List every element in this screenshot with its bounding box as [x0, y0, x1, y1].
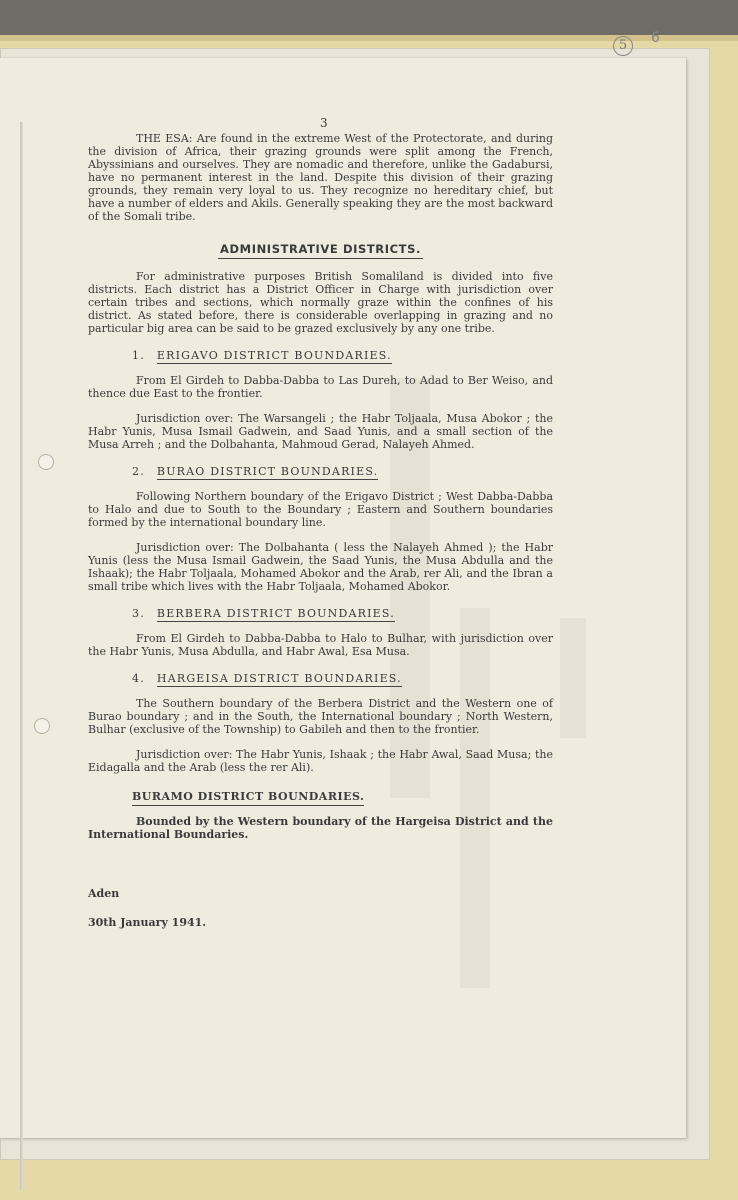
district-heading	[132, 607, 553, 620]
signature-place: Aden	[88, 887, 120, 900]
district-heading	[132, 349, 553, 362]
folio-stamp: 5	[613, 36, 633, 56]
admin-heading	[88, 243, 553, 256]
district-heading	[132, 465, 553, 478]
document-page	[0, 58, 686, 1138]
admin-intro: For administrative purposes British Somaliland is divided into five districts. Each district has a District Officer in Charge with jurisdiction over certain tribes and sections, which normally graze within the confines of his district. As stated before, there is considerable overlapping in grazing and no particular big area can be said to be grazed exclusively by any one tribe.	[88, 270, 553, 335]
district-boundary: The Southern boundary of the Berbera District and the Western one of Burao boundary ; and in the South, the International boundary ; North Western, Bulhar (exclusive of the Township) to Gabileh and then to the frontier.	[88, 697, 553, 736]
district-title: BERBERA DISTRICT BOUNDARIES.	[156, 607, 395, 620]
bleed-through-mark	[560, 618, 586, 738]
district-jurisdiction: Jurisdiction over: The Habr Yunis, Ishaak ; the Habr Awal, Saad Musa; the Eidagalla and the Arab (less the rer Ali).	[88, 748, 553, 774]
district-heading	[132, 672, 553, 685]
district-boundary: From El Girdeh to Dabba-Dabba to Halo to Bulhar, with jurisdiction over the Habr Yunis, Musa Abdulla, and Habr Awal, Esa Musa.	[88, 632, 553, 658]
district-title: HARGEISA DISTRICT BOUNDARIES.	[156, 672, 402, 685]
district-title: ERIGAVO DISTRICT BOUNDARIES.	[156, 349, 392, 362]
district-jurisdiction: Jurisdiction over: The Dolbahanta ( less the Nalayeh Ahmed ); the Habr Yunis (less the Musa Ismail Gadwein, the Saad Yunis, the Musa Abdulla and the Ishaak); the Habr Toljaala, Mohamed Abokor and the Arab, rer Ali, and the Ibran a small tribe which lives with the Habr Toljaala, Mohamed Abokor.	[88, 541, 553, 593]
page-number: 3	[320, 116, 328, 130]
district-number: 2.	[132, 465, 145, 478]
district-title: BURAO DISTRICT BOUNDARIES.	[156, 465, 379, 478]
buramo-title: BURAMO DISTRICT BOUNDARIES.	[132, 790, 364, 806]
admin-heading-text: ADMINISTRATIVE DISTRICTS.	[218, 242, 423, 259]
district-number: 1.	[132, 349, 145, 362]
esa-paragraph: THE ESA: Are found in the extreme West of the Protectorate, and during the division of Africa, their grazing grounds were split among the French, Abyssinians and ourselves. They are nomadic and therefore, unlike the Gadabursi, have no permanent interest in the land. Despite this division of their grazing grounds, they remain very loyal to us. They recognize no hereditary chief, but have a number of elders and Akils. Generally speaking they are the most backward of the Somali tribe.	[88, 132, 553, 223]
signature-date: 30th January 1941.	[88, 916, 207, 929]
folio-pencil: 6	[651, 30, 660, 46]
district-number: 3.	[132, 607, 145, 620]
district-number: 4.	[132, 672, 145, 685]
buramo-text: Bounded by the Western boundary of the Hargeisa District and the International Boundaries.	[88, 815, 553, 841]
district-boundary: From El Girdeh to Dabba-Dabba to Las Dureh, to Adad to Ber Weiso, and thence due East to the frontier.	[88, 374, 553, 400]
punch-hole-top	[38, 454, 54, 470]
district-boundary: Following Northern boundary of the Erigavo District ; West Dabba-Dabba to Halo and due to South to the Boundary ; Eastern and Southern boundaries formed by the international boundary line.	[88, 490, 553, 529]
document-body	[88, 132, 553, 929]
binding-fold	[20, 122, 23, 1190]
district-jurisdiction: Jurisdiction over: The Warsangeli ; the Habr Toljaala, Musa Abokor ; the Habr Yunis, Musa Ismail Gadwein, and Saad Yunis, and a small section of the Musa Arreh ; and the Dolbahanta, Mahmoud Gerad, Nalayeh Ahmed.	[88, 412, 553, 451]
buramo-heading	[132, 790, 553, 803]
punch-hole-bottom	[34, 718, 50, 734]
